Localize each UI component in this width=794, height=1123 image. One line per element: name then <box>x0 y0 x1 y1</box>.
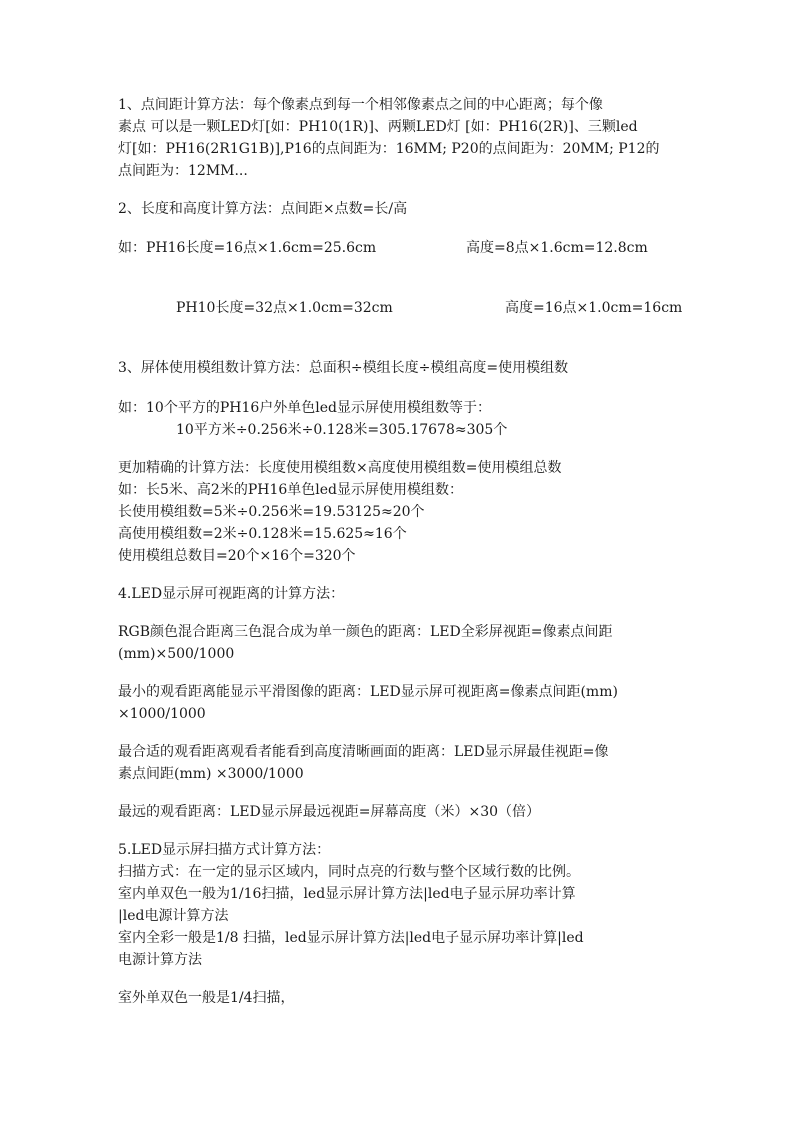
section1-line-4: 点间距为：12MM... <box>118 163 248 179</box>
section4-best-line-1: 最合适的观看距离观看者能看到高度清晰画面的距离：LED显示屏最佳视距=像 <box>118 744 609 760</box>
section4-rgb-line-1: RGB颜色混合距离三色混合成为单一颜色的距离：LED全彩屏视距=像素点间距 <box>118 624 613 640</box>
section3-precise-height: 高使用模组数=2米÷0.128米=15.625≈16个 <box>118 526 407 542</box>
section5-outdoor-mono: 室外单双色一般是1/4扫描， <box>118 990 295 1006</box>
section3-example-intro: 如：10个平方的PH16户外单色led显示屏使用模组数等于： <box>118 400 491 416</box>
section5-indoor-full-2: 电源计算方法 <box>118 952 202 968</box>
section5-definition: 扫描方式：在一定的显示区域内，同时点亮的行数与整个区域行数的比例。 <box>118 864 580 880</box>
section3-title: 3、屏体使用模组数计算方法：总面积÷模组长度÷模组高度=使用模组数 <box>118 360 569 376</box>
section5-indoor-full-1: 室内全彩一般是1/8 扫描，led显示屏计算方法|led电子显示屏功率计算|led <box>118 930 584 946</box>
section4-title: 4.LED显示屏可视距离的计算方法： <box>118 586 345 602</box>
section5-title: 5.LED显示屏扫描方式计算方法： <box>118 842 331 858</box>
section4-min-line-1: 最小的观看距离能显示平滑图像的距离：LED显示屏可视距离=像素点间距(mm) <box>118 684 618 700</box>
section2-title: 2、长度和高度计算方法：点间距×点数=长/高 <box>118 201 408 217</box>
section2-example1-height: 高度=8点×1.6cm=12.8cm <box>466 240 648 256</box>
section3-precise-title: 更加精确的计算方法：长度使用模组数×高度使用模组数=使用模组总数 <box>118 460 562 476</box>
section3-precise-total: 使用模组总数目=20个×16个=320个 <box>118 548 356 564</box>
section2-example2-length: PH10长度=32点×1.0cm=32cm <box>176 300 393 316</box>
section1-line-1: 1、点间距计算方法：每个像素点到每一个相邻像素点之间的中心距离；每个像 <box>118 97 603 113</box>
section4-far-line: 最远的观看距离：LED显示屏最远视距=屏幕高度（米）×30（倍） <box>118 804 541 820</box>
section5-indoor-mono-2: |led电源计算方法 <box>118 908 229 924</box>
section4-best-line-2: 素点间距(mm) ×3000/1000 <box>118 766 304 782</box>
section1-line-2: 素点 可以是一颗LED灯[如：PH10(1R)]、两颗LED灯 [如：PH16(2R)]、三颗led <box>118 119 638 135</box>
section1-line-3: 灯[如：PH16(2R1G1B)],P16的点间距为：16MM; P20的点间距为：20MM; P12的 <box>118 141 660 157</box>
section4-rgb-line-2: (mm)×500/1000 <box>118 646 235 662</box>
section2-example2-height: 高度=16点×1.0cm=16cm <box>505 300 683 316</box>
section2-example1-length: 如：PH16长度=16点×1.6cm=25.6cm <box>118 240 377 256</box>
section3-precise-intro: 如：长5米、高2米的PH16单色led显示屏使用模组数： <box>118 482 463 498</box>
section4-min-line-2: ×1000/1000 <box>118 706 206 722</box>
section3-precise-length: 长使用模组数=5米÷0.256米=19.53125≈20个 <box>118 504 425 520</box>
section3-example-calc: 10平方米÷0.256米÷0.128米=305.17678≈305个 <box>176 422 508 438</box>
section5-indoor-mono-1: 室内单双色一般为1/16扫描，led显示屏计算方法|led电子显示屏功率计算 <box>118 886 576 902</box>
